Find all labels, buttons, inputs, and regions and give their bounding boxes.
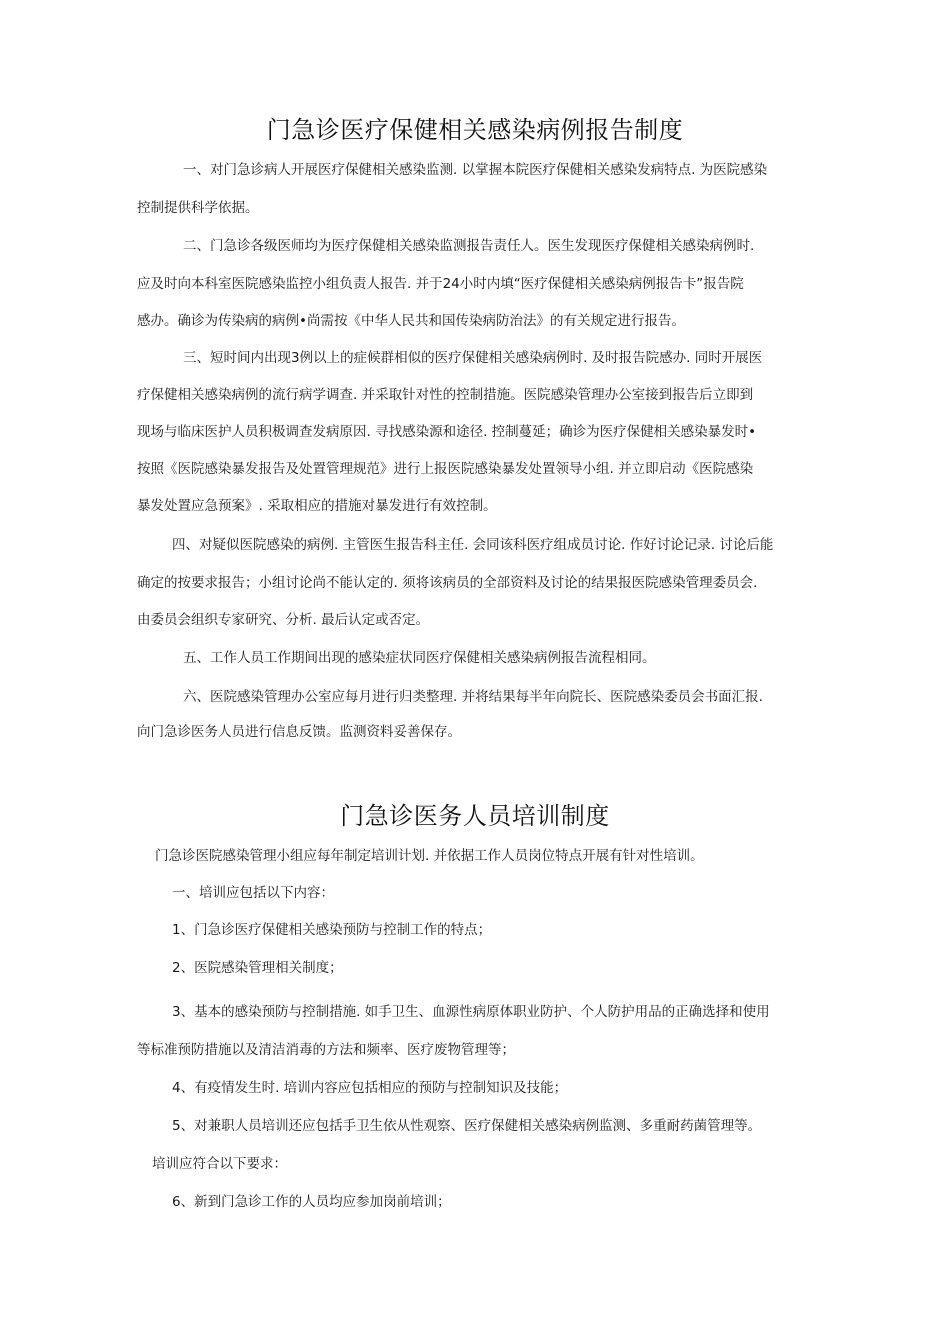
section-2-line: 4、有疫情发生时. 培训内容应包括相应的预防与控制知识及技能；	[172, 1080, 568, 1096]
section-2-line: 3、基本的感染预防与控制措施. 如手卫生、血源性病原体职业防护、个人防护用品的正确选择和使用	[172, 1004, 770, 1020]
section-1-line: 五、工作人员工作期间出现的感染症状同医疗保健相关感染病例报告流程相同。	[183, 650, 656, 666]
section-2-line: 等标准预防措施以及清洁消毒的方法和频率、医疗废物管理等；	[137, 1042, 515, 1058]
section-1-line: 疗保健相关感染病例的流行病学调查. 并采取针对性的控制措施。医院感染管理办公室接到报告后立即到	[137, 387, 754, 403]
section-2-line: 5、对兼职人员培训还应包括手卫生依从性观察、医疗保健相关感染病例监测、多重耐药菌管理等。	[172, 1118, 762, 1134]
section-1-line: 确定的按要求报告；小组讨论尚不能认定的. 须将该病员的全部资料及讨论的结果报医院感染管理委员会.	[137, 575, 758, 591]
section-2-line: 培训应符合以下要求：	[152, 1156, 287, 1172]
section-1-line: 四、对疑似医院感染的病例. 主管医生报告科主任. 会同该科医疗组成员讨论. 作好讨论记录. 讨论后能	[172, 537, 774, 553]
section-1-line: 感办。确诊为传染病的病例•尚需按《中华人民共和国传染病防治法》的有关规定进行报告。	[137, 313, 685, 329]
section-2-line: 2、医院感染管理相关制度；	[172, 960, 343, 976]
section-1-line: 二、门急诊各级医师均为医疗保健相关感染监测报告责任人。医生发现医疗保健相关感染病例时.	[183, 238, 755, 254]
section-1-line: 三、短时间内出现3例以上的症候群相似的医疗保健相关感染病例时. 及时报告院感办. 同时开展医	[183, 350, 763, 366]
section-1-line: 暴发处置应急预案》. 采取相应的措施对暴发进行有效控制。	[137, 498, 497, 514]
section-2-line: 门急诊医院感染管理小组应每年制定培训计划. 并依据工作人员岗位特点开展有针对性培训。	[155, 848, 704, 864]
section-2-line: 6、新到门急诊工作的人员均应参加岗前培训；	[172, 1194, 451, 1210]
section-1-line: 六、医院感染管理办公室应每月进行归类整理. 并将结果每半年向院长、医院感染委员会书面汇报.	[183, 689, 763, 705]
section-1-line: 现场与临床医护人员积极调查发病原因. 寻找感染源和途径. 控制蔓延；确诊为医疗保健相关感染暴发时•	[137, 424, 757, 440]
section-1-line: 按照《医院感染暴发报告及处置管理规范》进行上报医院感染暴发处置领导小组. 并立即启动《医院感染	[137, 461, 754, 477]
section-1-line: 应及时向本科室医院感染监控小组负责人报告. 并于24小时内填“医疗保健相关感染病例报告卡”报告院	[137, 276, 744, 292]
section-2-title: 门急诊医务人员培训制度	[340, 802, 610, 830]
section-1-line: 由委员会组织专家研究、分析. 最后认定或否定。	[137, 612, 430, 628]
section-2-line: 一、培训应包括以下内容：	[172, 885, 334, 901]
section-1-line: 向门急诊医务人员进行信息反馈。监测资料妥善保存。	[137, 724, 461, 740]
section-2-line: 1、门急诊医疗保健相关感染预防与控制工作的特点；	[172, 922, 492, 938]
section-1-line: 控制提供科学依据。	[137, 200, 259, 216]
section-1-line: 一、对门急诊病人开展医疗保健相关感染监测. 以掌握本院医疗保健相关感染发病特点. 为医院感染	[183, 162, 768, 178]
section-1-title: 门急诊医疗保健相关感染病例报告制度	[266, 116, 684, 144]
